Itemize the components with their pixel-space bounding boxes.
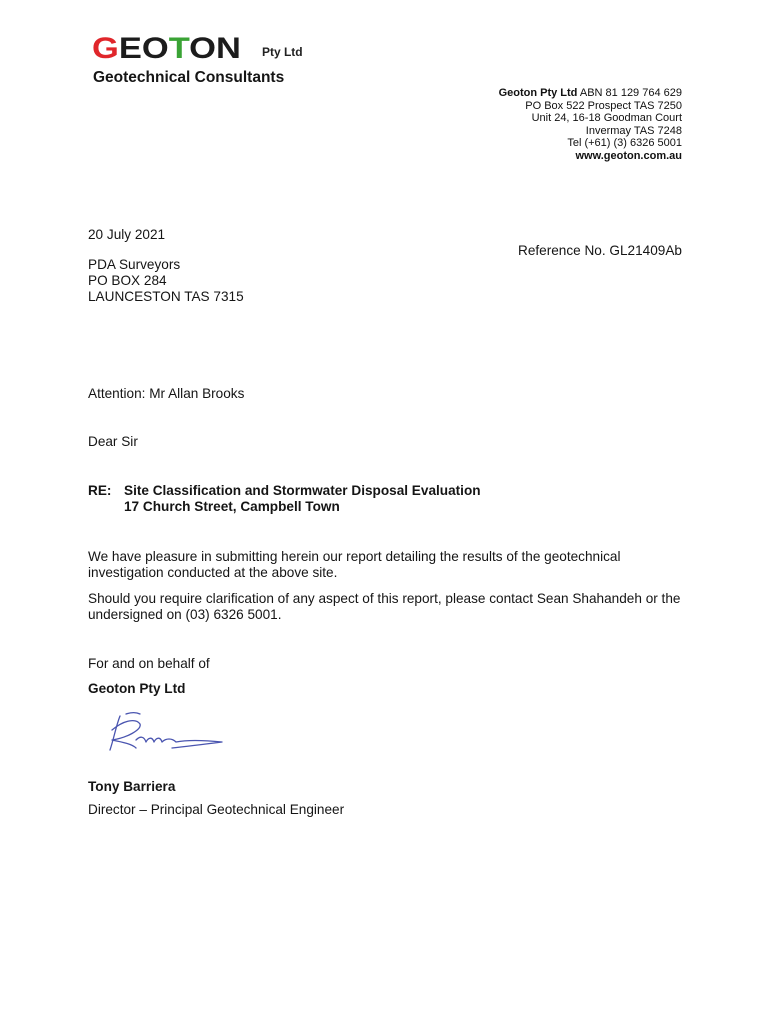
signer-title: Director – Principal Geotechnical Engineer [88,802,345,817]
logo-letters-on: ON [189,32,241,65]
company-name: Geoton Pty Ltd [498,87,578,99]
logo-letters-eo: EO [118,32,169,65]
letter-date: 20 July 2021 [88,227,166,242]
company-abn: ABN 81 129 764 629 [579,87,682,99]
body-paragraph-1: We have pleasure in submitting herein our report detailing the results of the geotechnical investigation conducted at the above site. [88,549,621,580]
reference-number: Reference No. GL21409Ab [518,243,682,258]
subject-label: RE: [88,483,112,498]
company-address-block [499,87,682,163]
logo-wordmark [92,34,241,64]
subject-block [88,483,481,515]
recipient-address [88,257,244,305]
logo-letter-g: G [92,32,119,65]
salutation: Dear Sir [88,434,138,449]
recipient-line: PO BOX 284 [88,273,167,288]
address-line: Invermay TAS 7248 [585,124,682,137]
website-link[interactable] [499,150,682,163]
closing-company: Geoton Pty Ltd [88,681,186,696]
body-paragraph-2: Should you require clarification of any aspect of this report, please contact Sean Shahandeh or the undersigned on (03) 6326 5001. [88,591,681,622]
company-name-abn [499,87,682,100]
attention-line: Attention: Mr Allan Brooks [88,386,245,401]
company-logo [92,34,303,64]
subject-line-2: 17 Church Street, Campbell Town [124,499,340,514]
handwritten-signature [106,710,226,756]
logo-letter-t: T [168,32,190,65]
company-tagline: Geotechnical Consultants [93,69,285,86]
phone-line: Tel (+61) (3) 6326 5001 [567,137,682,150]
signer-name: Tony Barriera [88,779,176,794]
subject-line-1 [88,483,481,499]
address-line: PO Box 522 Prospect TAS 7250 [525,99,682,112]
closing-line: For and on behalf of [88,656,210,671]
subject-title: Site Classification and Stormwater Disposal Evaluation [124,483,481,498]
website-text[interactable]: www.geoton.com.au [575,149,682,162]
address-line: Unit 24, 16-18 Goodman Court [531,112,682,125]
recipient-line: PDA Surveyors [88,257,181,272]
recipient-line: LAUNCESTON TAS 7315 [88,289,244,304]
logo-suffix: Pty Ltd [261,45,303,59]
